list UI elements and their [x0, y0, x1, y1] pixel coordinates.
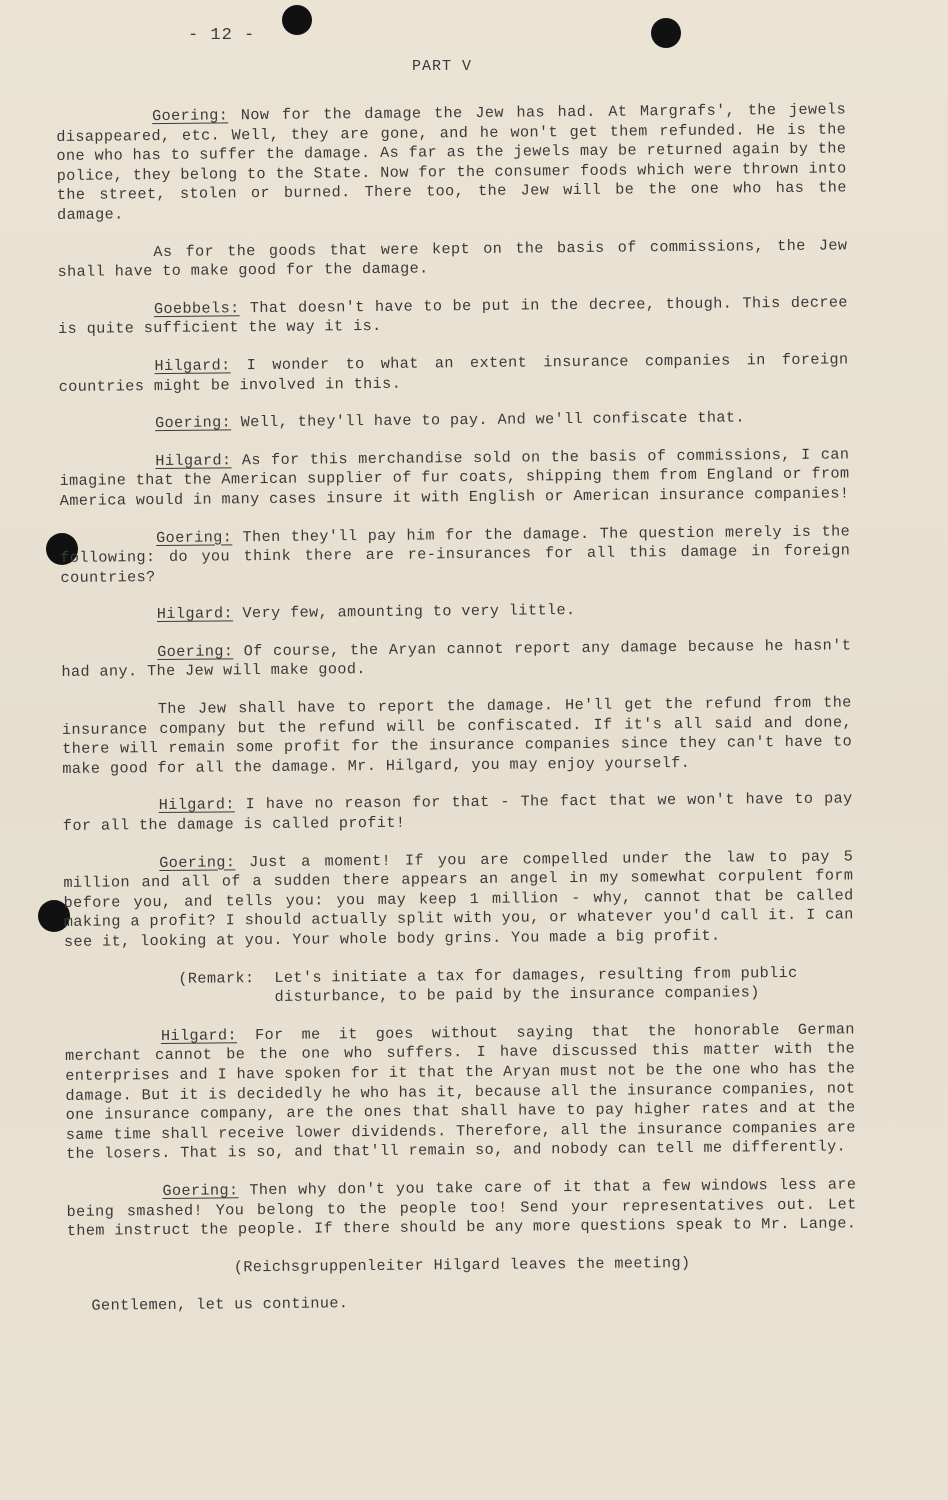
dialogue-paragraph: [66, 1175, 857, 1241]
dialogue-paragraph: [61, 599, 851, 626]
dialogue-paragraph: [61, 636, 851, 683]
paragraph-text: Then why don't you take care of it that a few windows less are being smashed! You belong to the people too! Send your representatives out. Let them instruct the people. If there should be any more questions speak to Mr. Lange.: [66, 1175, 857, 1241]
dialogue-paragraph: [62, 693, 853, 779]
remark-label: (Remark:: [178, 968, 255, 988]
paragraph-text: Now for the damage the Jew has had. At Margrafs', the jewels disappeared, etc. Well, they are gone, and he won't get them refunded. He is the one who has to suffer the damage. As far as the jewels may be returned again by the police, they belong to the State. Now for the consumer foods which were thrown into the street, stolen or burned. There too, the Jew will be the one who has the damage.: [56, 100, 847, 224]
paragraph-text: That doesn't have to be put in the decree, though. This decree is quite sufficient the way it is.: [58, 293, 848, 339]
speaker-name: Goering:: [151, 106, 229, 126]
dialogue-paragraph: [57, 236, 847, 283]
paragraph-text: The Jew shall have to report the damage. He'll get the refund from the insurance company but the refund will be confiscated. If it's all said and done, there will remain some profit for the insurance companies since they can't have to make good for all the damage. Mr. Hilgard, you may enjoy yourself.: [61, 693, 853, 778]
paragraph-text: As for the goods that were kept on the basis of commissions, the Jew shall have to make good for the damage.: [57, 235, 848, 282]
paragraph-text: I wonder to what an extent insurance companies in foreign countries might be involved in this.: [58, 350, 849, 396]
speaker-name: Goering:: [162, 1181, 239, 1200]
dialogue-paragraph: [58, 293, 848, 340]
paragraph-text: I have no reason for that - The fact that we won't have to pay for all the damage is called profit!: [62, 789, 853, 835]
speaker-name: Hilgard:: [155, 451, 232, 470]
speaker-name: Goering:: [157, 642, 234, 661]
speaker-name: Hilgard:: [156, 604, 234, 624]
dialogue-paragraph: [65, 1020, 856, 1165]
page-number: - 12 -: [188, 26, 256, 45]
stage-direction: (Reichsgruppenleiter Hilgard leaves the meeting): [233, 1253, 691, 1277]
dialogue-paragraph: [60, 522, 851, 588]
part-title: PART V: [412, 58, 473, 75]
dialogue-paragraph: [63, 790, 853, 837]
paragraph-text: As for this merchandise sold on the basis of commissions, I can imagine that the American supplier of fur coats, shipping them from England or from America would in many cases insure it with English or American insurance companies!: [59, 445, 850, 510]
paragraph-text: Of course, the Aryan cannot report any damage because he hasn't had any. The Jew will make good.: [61, 636, 852, 682]
speaker-name: Goering:: [156, 527, 233, 547]
paragraph-text: Just a moment! If you are compelled under the law to pay 5 million and all of a sudden there appears an angel in my somewhat corpulent form before you, and tells you: you may keep 1 million - why, cannot that be called making a profit? I should actually split with you, or whatever you'd call it. I can see it, looking at you. Your whole body grins. You made a big profit.: [63, 847, 854, 951]
paragraph-text: For me it goes without saying that the honorable German merchant cannot be the one who suffers. I have discussed this matter with the enterprises and I have spoken for it that the Aryan must not be the one who has the damage. But it is decidedly he who has it, because all the insurance companies, not one insurance company, are the ones that shall have to pay higher rates and at the same time shall receive lower dividends. Therefore, all the insurance companies are the losers. That is so, and that'll remain so, and nobody can tell me differently.: [65, 1020, 856, 1164]
remark-text: Let's initiate a tax for damages, resulting from public disturbance, to be paid by the insurance companies): [274, 963, 798, 1007]
paragraph-text: Well, they'll have to pay. And we'll confiscate that.: [231, 408, 745, 432]
paragraph-text: Very few, amounting to very little.: [232, 601, 576, 623]
remark: [178, 963, 854, 1009]
dialogue-paragraph: [63, 847, 854, 953]
transcript-body: [56, 100, 858, 1316]
dialogue-paragraph: [56, 100, 847, 225]
punch-hole-top-right: [651, 18, 681, 48]
speaker-name: Goering:: [159, 852, 236, 872]
dialogue-paragraph: [58, 350, 848, 397]
paragraph-text: Then they'll pay him for the damage. The question merely is the following: do you think there are re-insurances for all this damage in foreign countries?: [60, 521, 851, 587]
punch-hole-top-left: [282, 5, 312, 35]
dialogue-paragraph: [59, 408, 849, 435]
speaker-name: Hilgard:: [154, 356, 231, 376]
closing-line: Gentlemen, let us continue.: [91, 1294, 349, 1316]
speaker-name: Hilgard:: [158, 795, 235, 815]
speaker-name: Hilgard:: [160, 1026, 238, 1045]
dialogue-paragraph: [59, 445, 850, 511]
speaker-name: Goering:: [154, 413, 232, 433]
speaker-name: Goebbels:: [153, 298, 240, 318]
